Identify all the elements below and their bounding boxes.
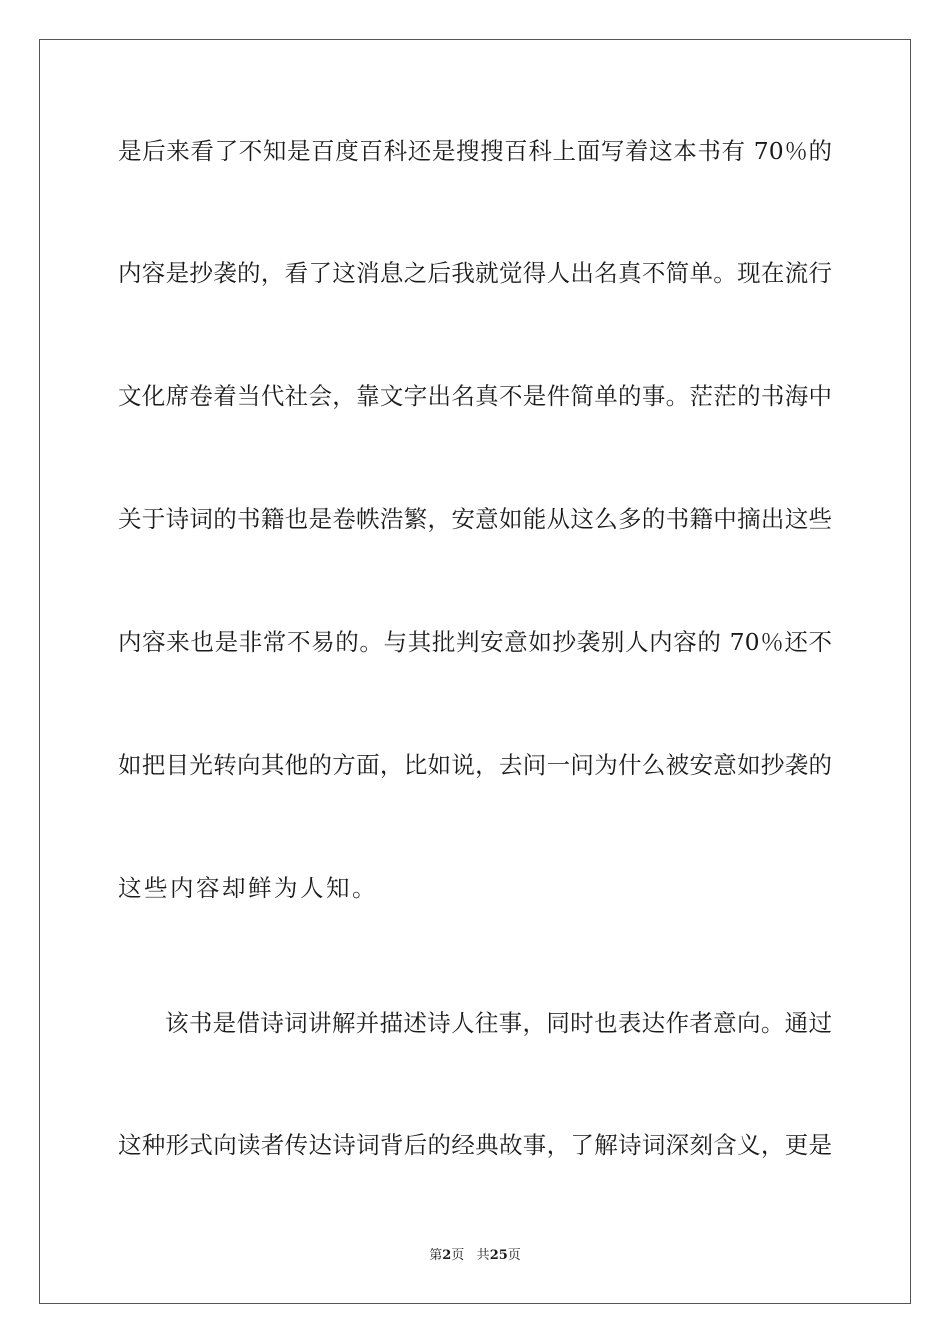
text-line-1: 是后来看了不知是百度百科还是搜搜百科上面写着这本书有 70％的: [118, 137, 832, 165]
text-line-2: 内容是抄袭的，看了这消息之后我就觉得人出名真不简单。现在流行: [118, 259, 832, 287]
page-footer: [0, 1247, 950, 1265]
total-suffix: 页: [507, 1248, 521, 1263]
text-line-3: 文化席卷着当代社会，靠文字出名真不是件简单的事。茫茫的书海中: [118, 382, 832, 410]
page-prefix: 第: [429, 1248, 443, 1263]
total-pages: 25: [489, 1248, 508, 1263]
text-line-4: 关于诗词的书籍也是卷帙浩繁，安意如能从这么多的书籍中摘出这些: [118, 505, 832, 533]
text-line-6: 如把目光转向其他的方面，比如说，去问一问为什么被安意如抄袭的: [118, 751, 832, 779]
total-prefix: 共: [476, 1248, 490, 1263]
page-number: 2: [442, 1248, 452, 1263]
page-border: [39, 39, 911, 1304]
paragraph-2-line-2: 这种形式向读者传达诗词背后的经典故事，了解诗词深刻含义，更是: [118, 1131, 832, 1159]
text-line-5: 内容来也是非常不易的。与其批判安意如抄袭别人内容的 70％还不: [118, 628, 832, 656]
text-line-7: 这些内容却鲜为人知。: [118, 874, 378, 902]
paragraph-2-line-1: 该书是借诗词讲解并描述诗人往事，同时也表达作者意向。通过: [165, 1009, 832, 1037]
page-suffix: 页: [451, 1248, 465, 1263]
